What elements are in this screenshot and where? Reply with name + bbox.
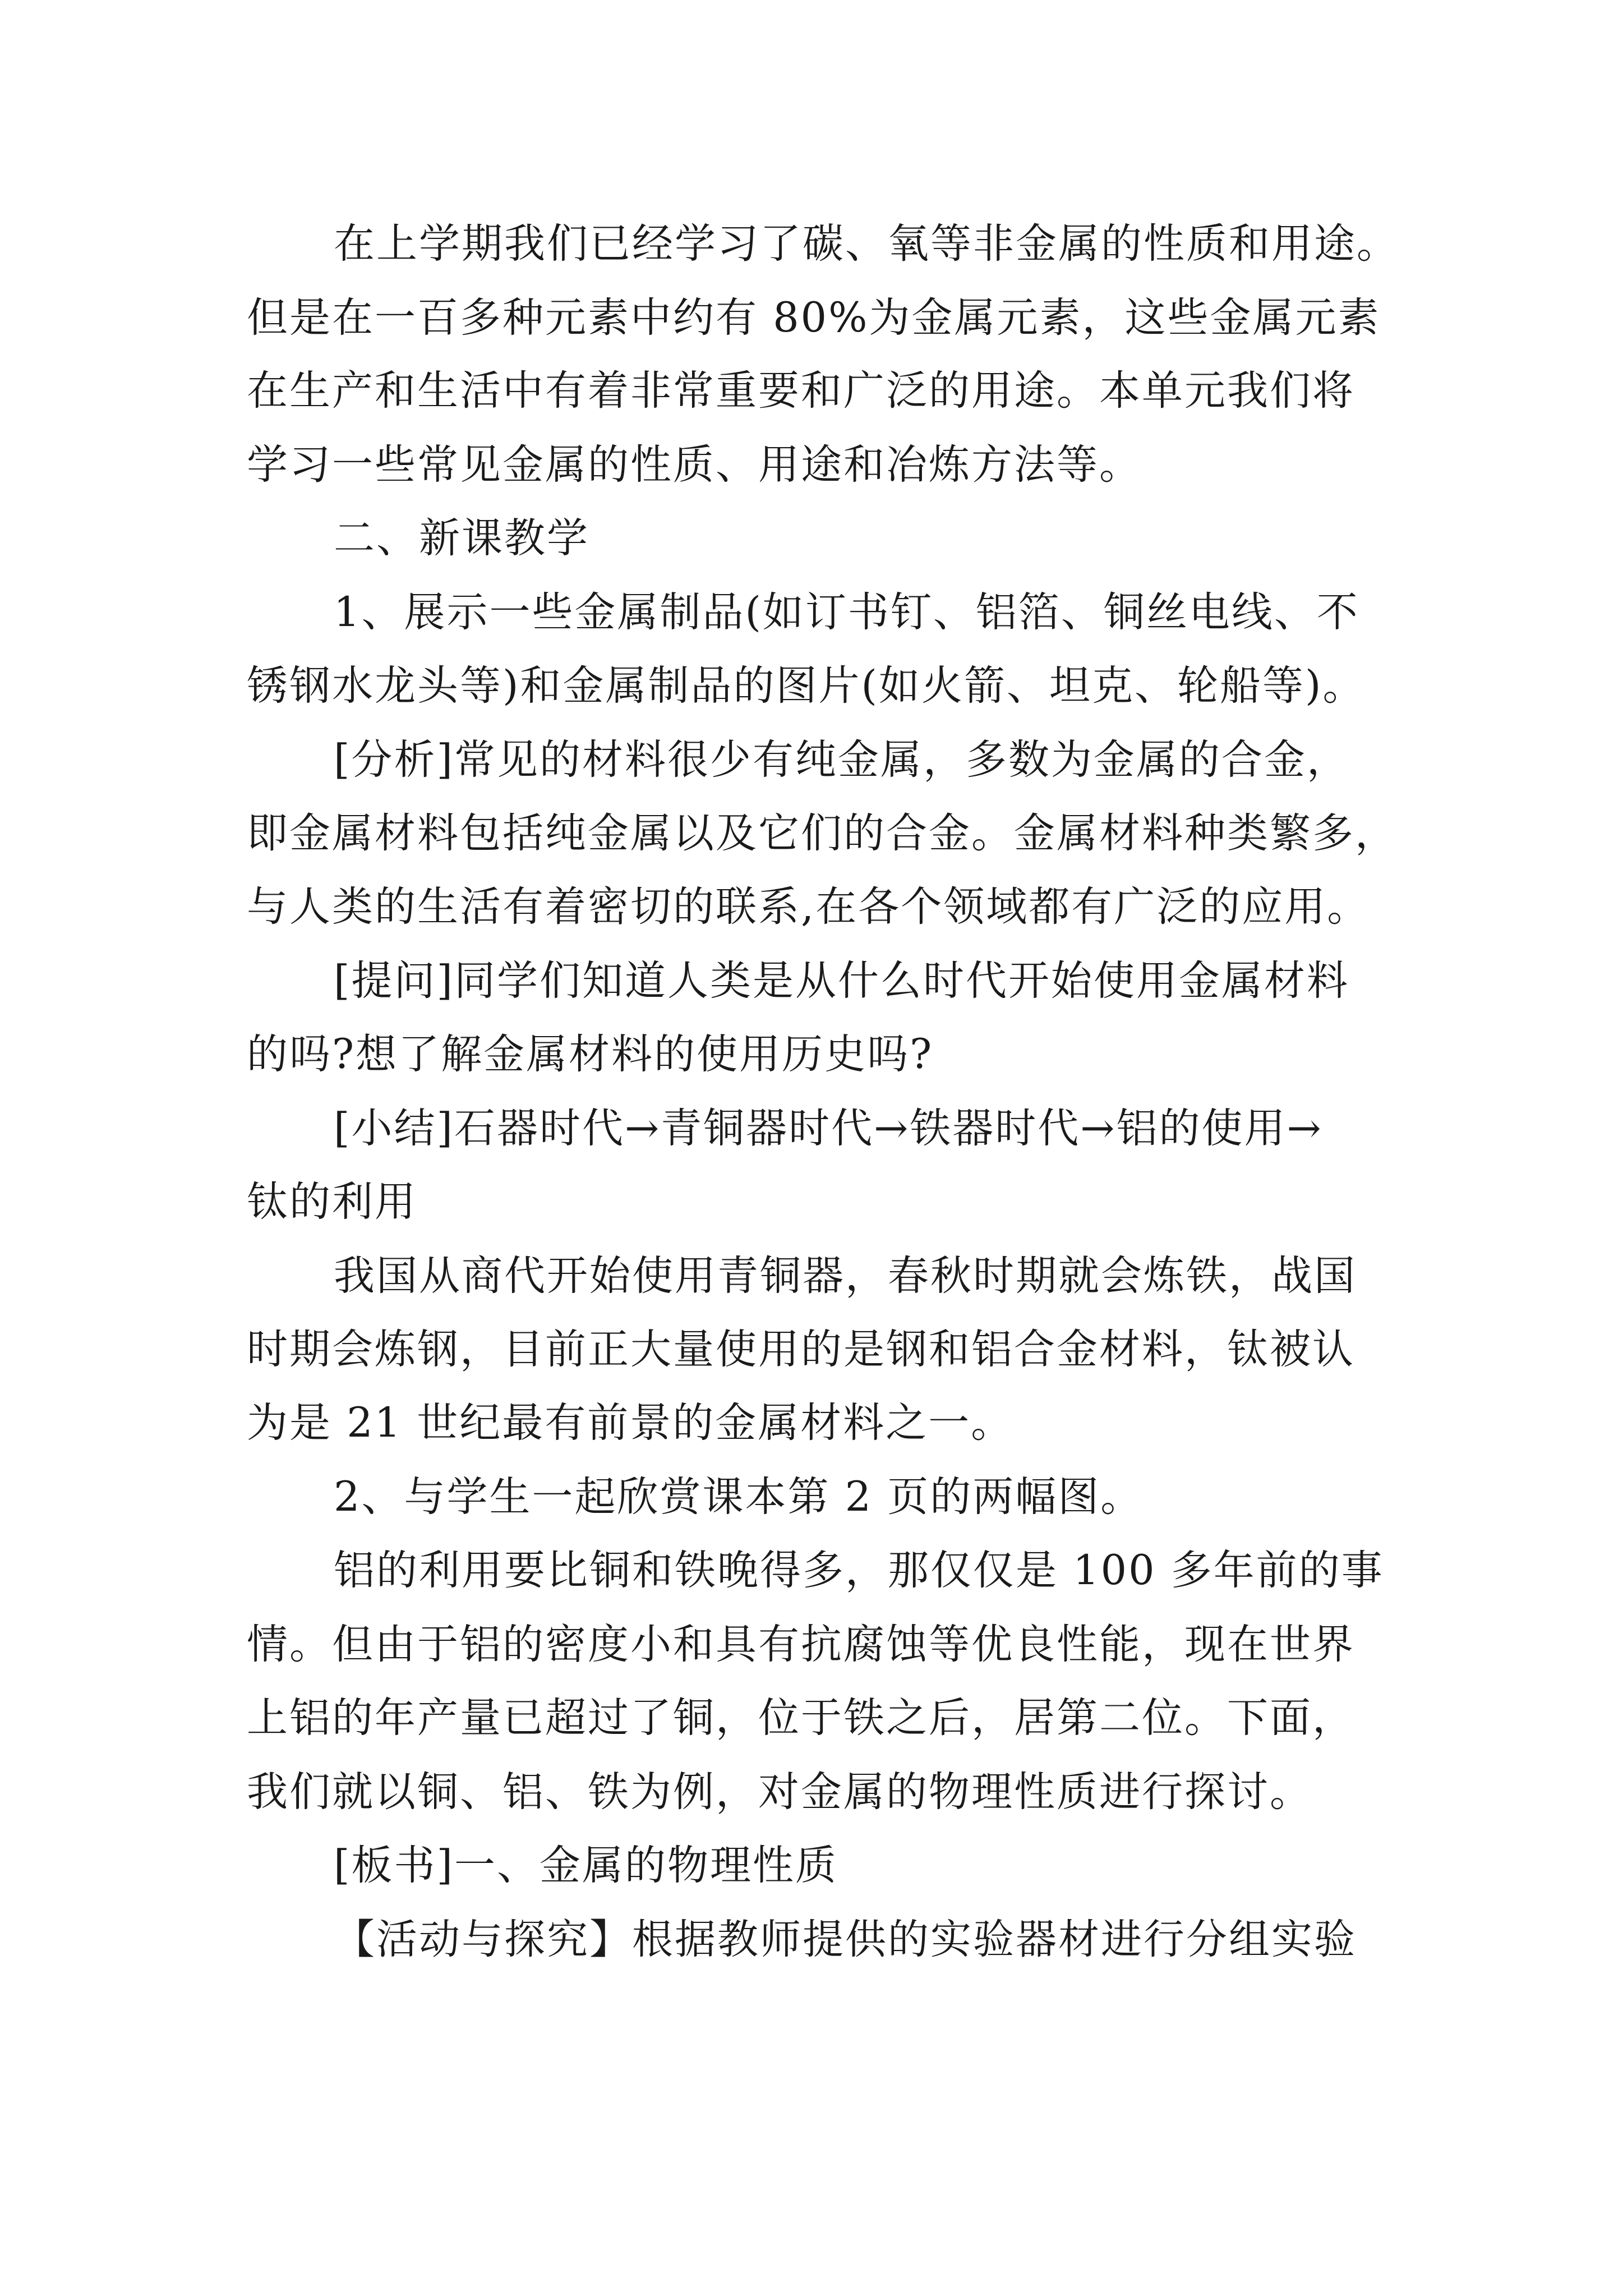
paragraph-line: 情。但由于铝的密度小和具有抗腐蚀等优良性能，现在世界: [247, 1621, 1355, 1668]
paragraph-line: 与人类的生活有着密切的联系,在各个领域都有广泛的应用。: [247, 883, 1370, 931]
paragraph-line: [小结]石器时代→青铜器时代→铁器时代→铝的使用→: [334, 1105, 1323, 1152]
paragraph-line: 2、与学生一起欣赏课本第 2 页的两幅图。: [334, 1473, 1144, 1521]
paragraph-line: [板书]一、金属的物理性质: [334, 1842, 838, 1889]
paragraph-line: 但是在一百多种元素中约有 80%为金属元素，这些金属元素: [247, 294, 1381, 342]
paragraph-line: 1、展示一些金属制品(如订书钉、铝箔、铜丝电线、不: [334, 588, 1359, 636]
paragraph-line: 在上学期我们已经学习了碳、氧等非金属的性质和用途。: [334, 220, 1399, 268]
paragraph-line: 铝的利用要比铜和铁晚得多，那仅仅是 100 多年前的事: [334, 1547, 1384, 1594]
paragraph-line: 锈钢水龙头等)和金属制品的图片(如火箭、坦克、轮船等)。: [247, 662, 1366, 710]
paragraph-line: [分析]常见的材料很少有纯金属，多数为金属的合金，: [334, 736, 1349, 784]
paragraph-line: 我国从商代开始使用青铜器，春秋时期就会炼铁，战国: [334, 1252, 1357, 1300]
paragraph-line: 时期会炼钢，目前正大量使用的是钢和铝合金材料，钛被认: [247, 1326, 1355, 1373]
paragraph-line: [提问]同学们知道人类是从什么时代开始使用金属材料: [334, 957, 1349, 1005]
paragraph-line: 【活动与探究】根据教师提供的实验器材进行分组实验: [334, 1916, 1357, 1963]
paragraph-line: 我们就以铜、铝、铁为例，对金属的物理性质进行探讨。: [247, 1768, 1312, 1816]
paragraph-line: 即金属材料包括纯金属以及它们的合金。金属材料种类繁多，: [247, 809, 1398, 857]
paragraph-line: 上铝的年产量已超过了铜，位于铁之后，居第二位。下面，: [247, 1694, 1355, 1742]
paragraph-line: 为是 21 世纪最有前景的金属材料之一。: [247, 1399, 1014, 1447]
paragraph-line: 在生产和生活中有着非常重要和广泛的用途。本单元我们将: [247, 367, 1355, 415]
paragraph-line: 钛的利用: [247, 1178, 417, 1226]
section-heading: 二、新课教学: [334, 514, 589, 562]
paragraph-line: 的吗?想了解金属材料的使用历史吗?: [247, 1030, 934, 1078]
paragraph-line: 学习一些常见金属的性质、用途和冶炼方法等。: [247, 441, 1142, 489]
